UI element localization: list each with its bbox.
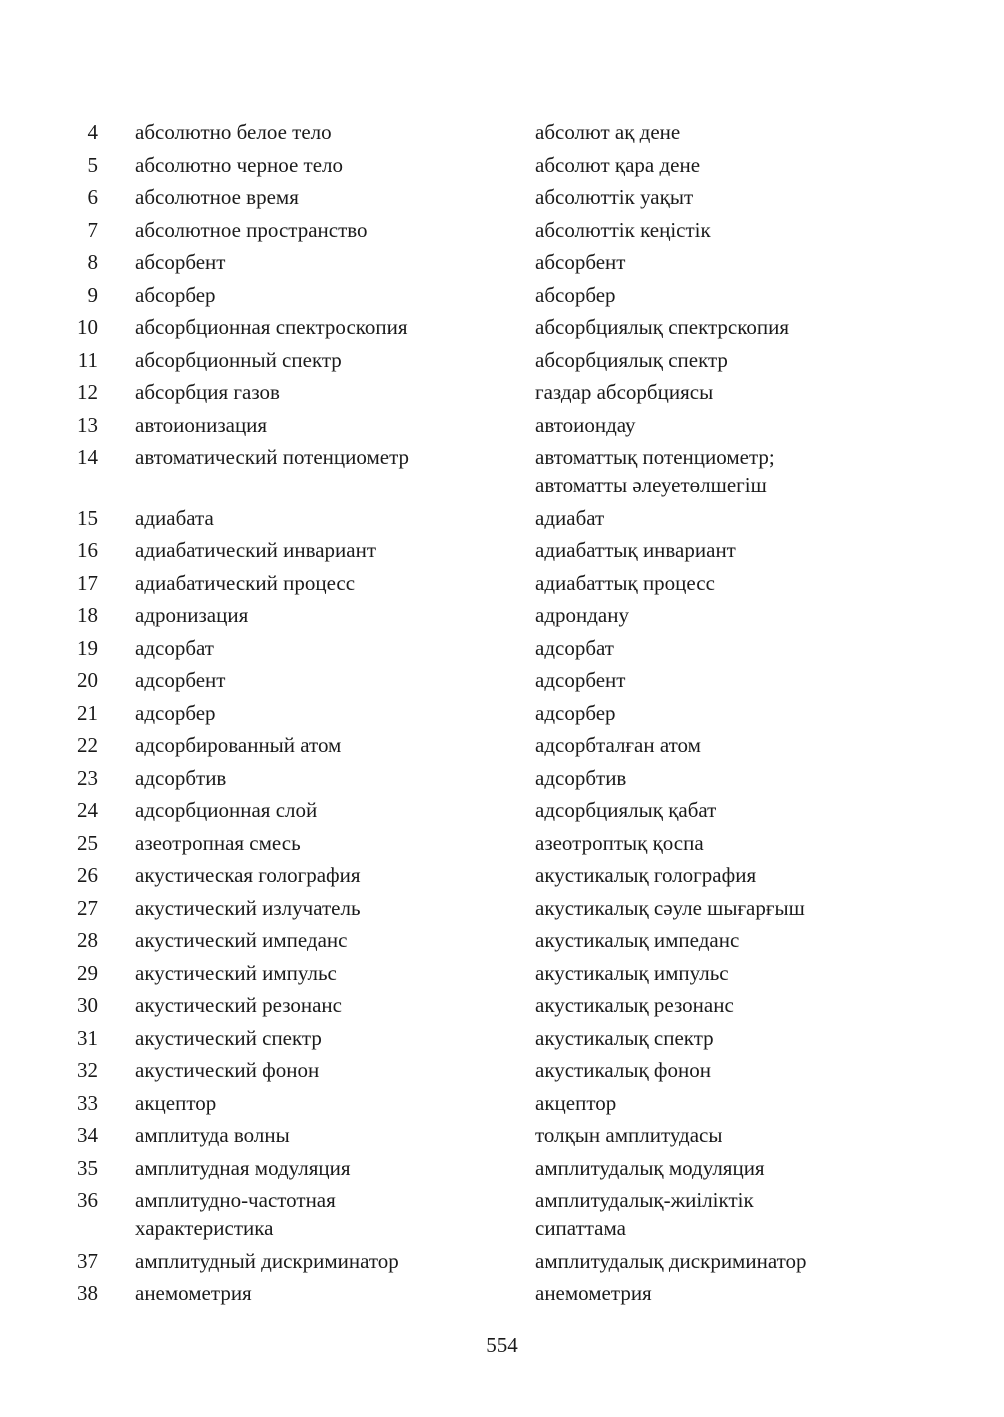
russian-term: адсорбционная слой — [135, 798, 318, 822]
entry-number: 11 — [77, 347, 98, 372]
glossary-row — [0, 1277, 1004, 1310]
entry-number: 16 — [77, 538, 98, 562]
kazakh-term: толқын амплитудасы — [535, 1123, 723, 1147]
kazakh-term: акустикалық голография — [535, 863, 757, 887]
entry-number: 21 — [77, 700, 98, 725]
glossary-row — [0, 729, 1004, 762]
russian-term: абсолютно черное тело — [135, 152, 344, 177]
russian-term: анемометрия — [135, 1281, 252, 1305]
russian-term: акустический импеданс — [135, 928, 348, 952]
russian-term: абсорбер — [135, 282, 216, 307]
russian-term: амплитудно-частотная характеристика — [135, 1188, 336, 1240]
entry-number: 32 — [77, 1058, 98, 1082]
entry-number: 27 — [77, 895, 98, 920]
russian-term: акустическая голография — [135, 863, 361, 887]
russian-term: акустический излучатель — [135, 895, 361, 920]
glossary-row — [0, 214, 1004, 247]
glossary-row — [0, 409, 1004, 442]
glossary-row — [0, 697, 1004, 730]
kazakh-term: акустикалық сәуле шығарғыш — [535, 895, 805, 920]
russian-term: азеотропная смесь — [135, 830, 301, 855]
entry-number: 19 — [77, 635, 98, 660]
glossary-row — [0, 502, 1004, 535]
entry-number: 17 — [77, 570, 98, 595]
entry-number: 18 — [77, 603, 98, 627]
glossary-row — [0, 181, 1004, 214]
kazakh-term: абсолют қара дене — [535, 152, 701, 177]
kazakh-term: акустикалық спектр — [535, 1025, 714, 1050]
kazakh-term: адиабаттық инвариант — [535, 538, 736, 562]
kazakh-term: азеотроптық қоспа — [535, 830, 704, 855]
entry-number: 28 — [77, 928, 98, 952]
kazakh-term: адсорбер — [535, 700, 616, 725]
entry-number: 29 — [77, 960, 98, 985]
russian-term: акустический спектр — [135, 1025, 322, 1050]
glossary-row — [0, 149, 1004, 182]
russian-term: адсорбат — [135, 635, 214, 660]
page-number: 554 — [486, 1333, 518, 1357]
russian-term: адсорбированный атом — [135, 733, 342, 757]
russian-term: адиабатический инвариант — [135, 538, 377, 562]
kazakh-term: адсорбат — [535, 635, 614, 660]
russian-term: автоионизация — [135, 412, 268, 437]
entry-number: 4 — [87, 120, 98, 144]
kazakh-term: адиабат — [535, 505, 605, 530]
russian-term: амплитудная модуляция — [135, 1155, 351, 1180]
russian-term: абсорбция газов — [135, 380, 280, 404]
russian-term: акустический импульс — [135, 960, 337, 985]
russian-term: амплитудный дискриминатор — [135, 1248, 399, 1273]
kazakh-term: абсолюттік уақыт — [535, 185, 694, 209]
entry-number: 13 — [77, 412, 98, 437]
glossary-row — [0, 1245, 1004, 1278]
kazakh-term: автоматтық потенциометр; автоматты әлеуетөлшегіш — [535, 445, 775, 497]
glossary-row — [0, 534, 1004, 567]
entry-number: 38 — [77, 1281, 98, 1305]
kazakh-term: акустикалық импульс — [535, 960, 729, 985]
kazakh-term: газдар абсорбциясы — [535, 380, 714, 404]
glossary-row — [0, 311, 1004, 344]
russian-term: адронизация — [135, 603, 249, 627]
kazakh-term: адсорбциялық қабат — [535, 798, 717, 822]
glossary-row — [0, 827, 1004, 860]
entry-number: 7 — [87, 217, 98, 242]
glossary-row — [0, 376, 1004, 409]
russian-term: адсорбтив — [135, 765, 227, 790]
glossary-row — [0, 567, 1004, 600]
glossary-row — [0, 344, 1004, 377]
russian-term: адиабатический процесс — [135, 570, 356, 595]
entry-number: 10 — [77, 315, 98, 339]
kazakh-term: автоиондау — [535, 412, 636, 437]
entry-number: 22 — [77, 733, 98, 757]
russian-term: акцептор — [135, 1090, 217, 1115]
kazakh-term: амплитудалық модуляция — [535, 1155, 765, 1180]
glossary-row — [0, 1119, 1004, 1152]
kazakh-term: адсорбтив — [535, 765, 627, 790]
russian-term: абсорбент — [135, 250, 226, 274]
russian-term: адсорбент — [135, 668, 226, 692]
entry-number: 34 — [77, 1123, 98, 1147]
glossary-row — [0, 1152, 1004, 1185]
glossary-row — [0, 664, 1004, 697]
entry-number: 26 — [77, 863, 98, 887]
glossary-row — [0, 924, 1004, 957]
entry-number: 36 — [77, 1188, 98, 1212]
entry-number: 14 — [77, 445, 98, 469]
kazakh-term: акустикалық резонанс — [535, 993, 734, 1017]
glossary-row — [0, 957, 1004, 990]
entry-number: 25 — [77, 830, 98, 855]
entry-number: 9 — [87, 282, 98, 307]
glossary-row — [0, 116, 1004, 149]
glossary-row — [0, 1022, 1004, 1055]
glossary-row — [0, 989, 1004, 1022]
kazakh-term: адсорбталған атом — [535, 733, 701, 757]
glossary-row — [0, 794, 1004, 827]
entry-number: 35 — [77, 1155, 98, 1180]
glossary-row — [0, 892, 1004, 925]
glossary-row — [0, 1087, 1004, 1120]
kazakh-term: анемометрия — [535, 1281, 652, 1305]
kazakh-term: акустикалық импеданс — [535, 928, 740, 952]
kazakh-term: адрондану — [535, 603, 629, 627]
entry-number: 6 — [87, 185, 98, 209]
kazakh-term: акустикалық фонон — [535, 1058, 711, 1082]
russian-term: абсорбционный спектр — [135, 347, 342, 372]
kazakh-term: адсорбент — [535, 668, 626, 692]
glossary-row — [0, 279, 1004, 312]
entry-number: 12 — [77, 380, 98, 404]
russian-term: автоматический потенциометр — [135, 445, 410, 469]
russian-term: абсолютное пространство — [135, 217, 368, 242]
glossary-row — [0, 441, 1004, 502]
glossary-row — [0, 762, 1004, 795]
entry-number: 15 — [77, 505, 98, 530]
kazakh-term: амплитудалық дискриминатор — [535, 1248, 807, 1273]
kazakh-term: амплитудалық-жиіліктік сипаттама — [535, 1188, 754, 1240]
russian-term: акустический резонанс — [135, 993, 342, 1017]
russian-term: амплитуда волны — [135, 1123, 290, 1147]
entry-number: 37 — [77, 1248, 98, 1273]
glossary-row — [0, 632, 1004, 665]
kazakh-term: абсолют ақ дене — [535, 120, 681, 144]
entry-number: 8 — [87, 250, 98, 274]
entry-number: 33 — [77, 1090, 98, 1115]
glossary-list — [0, 116, 1004, 1310]
russian-term: адсорбер — [135, 700, 216, 725]
russian-term: абсорбционная спектроскопия — [135, 315, 408, 339]
glossary-row — [0, 1054, 1004, 1087]
entry-number: 24 — [77, 798, 98, 822]
kazakh-term: абсорбер — [535, 282, 616, 307]
entry-number: 30 — [77, 993, 98, 1017]
glossary-row — [0, 1184, 1004, 1245]
kazakh-term: адиабаттық процесс — [535, 570, 715, 595]
glossary-row — [0, 859, 1004, 892]
russian-term: абсолютное время — [135, 185, 299, 209]
kazakh-term: акцептор — [535, 1090, 617, 1115]
kazakh-term: абсорбент — [535, 250, 626, 274]
entry-number: 31 — [77, 1025, 98, 1050]
glossary-row — [0, 246, 1004, 279]
kazakh-term: абсорбциялық спектр — [535, 347, 728, 372]
kazakh-term: абсорбциялық спектрскопия — [535, 315, 790, 339]
kazakh-term: абсолюттік кеңістік — [535, 217, 711, 242]
russian-term: акустический фонон — [135, 1058, 320, 1082]
russian-term: адиабата — [135, 505, 214, 530]
entry-number: 23 — [77, 765, 98, 790]
glossary-row — [0, 599, 1004, 632]
entry-number: 20 — [77, 668, 98, 692]
entry-number: 5 — [87, 152, 98, 177]
russian-term: абсолютно белое тело — [135, 120, 332, 144]
